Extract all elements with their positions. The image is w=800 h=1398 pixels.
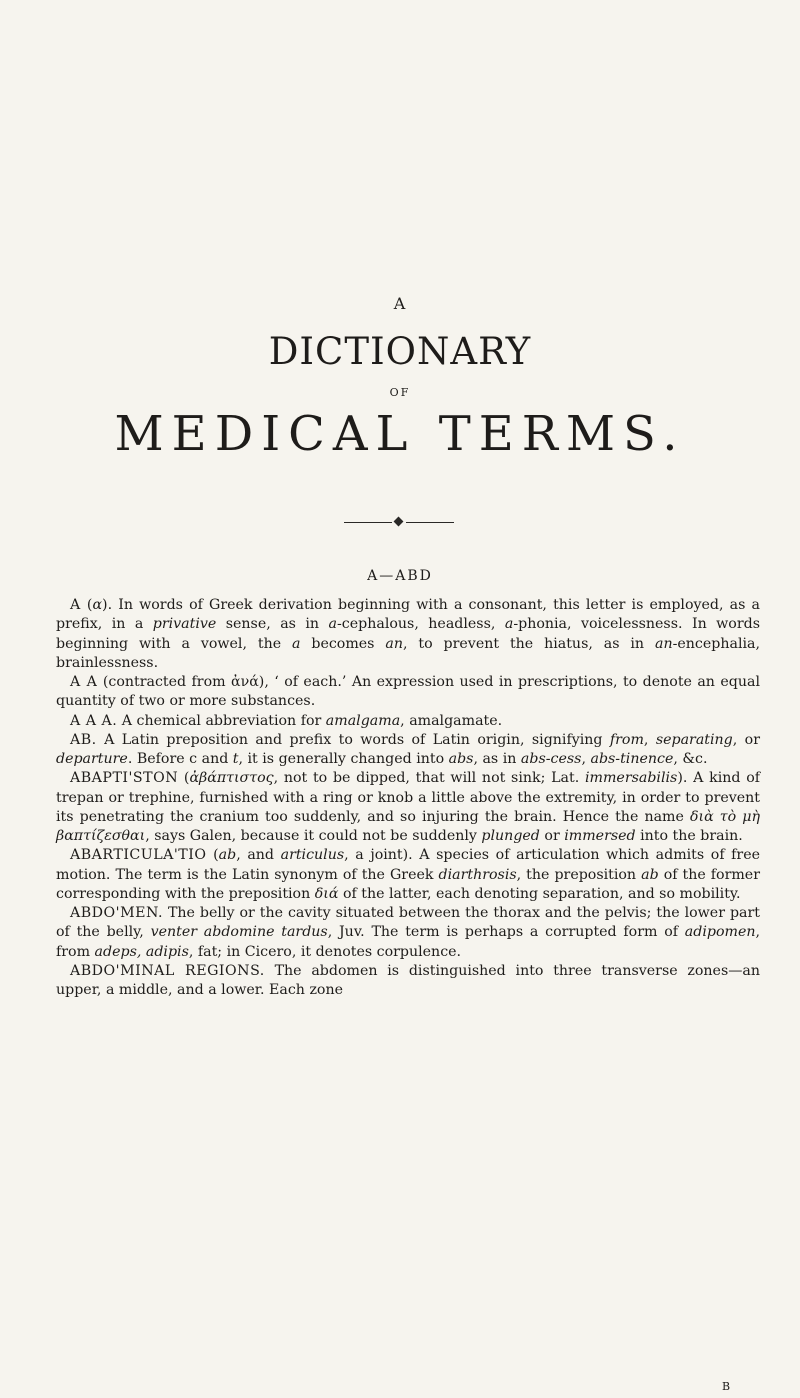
entry-text: ). In words of Greek derivation beginning with a consonant, this letter is employed, as a prefix, in a xyxy=(56,597,761,633)
entry-italic-text: a xyxy=(292,635,301,652)
entry-text: (contracted from ἀνά), ‘ of each.’ An expression used in prescriptions, to denote an equal quantity of two or more substances. xyxy=(56,674,760,710)
entry-text: -phonia, voicelessness. In words beginning with a vowel, the xyxy=(56,616,760,652)
entry-italic-text: venter abdomine tardus xyxy=(150,924,328,941)
entry-text: , xyxy=(643,731,656,748)
entry-italic-text: articulus xyxy=(280,847,345,864)
entry-text: ( xyxy=(80,597,93,613)
entry-text: sense, as in xyxy=(216,616,329,633)
title-of: OF xyxy=(389,386,411,399)
entry-text: or xyxy=(539,828,565,844)
dictionary-entry xyxy=(56,731,760,770)
entry-text: ). A kind of trepan or trephine, furnished with a ring or knob a little above the extremity, in order to prevent its penetrating the cranium too suddenly, and so injuring the brain. Hence the name xyxy=(56,770,761,825)
entry-text: , and xyxy=(236,847,281,864)
entry-headword: AB. xyxy=(70,731,97,748)
entry-text: becomes xyxy=(300,635,386,652)
entry-italic-text: an xyxy=(654,635,673,652)
entry-italic-text: abs-cess xyxy=(520,751,582,767)
entry-text: A chemical abbreviation for xyxy=(117,712,326,729)
entry-headword: ABDO'MINAL REGIONS. xyxy=(70,962,265,979)
entry-italic-text: privative xyxy=(152,616,217,633)
entry-text: . Before c and xyxy=(127,751,233,767)
entry-italic-text: immersabilis xyxy=(584,770,678,787)
entry-italic-text: t xyxy=(232,751,239,767)
entry-italic-text: διά xyxy=(314,885,339,902)
ornament-rule-left xyxy=(344,522,392,523)
entry-text: of the latter, each denoting separation, and so mobility. xyxy=(338,885,741,902)
entry-italic-text: abs xyxy=(448,751,474,767)
entry-text: The abdomen is distinguished into three transverse zones—an upper, a middle, and a lower. Each zone xyxy=(56,962,761,998)
entry-text: , says Galen, because it could not be suddenly xyxy=(145,828,482,844)
entry-text: , a joint). A species of articulation which admits of free motion. The term is the Latin synonym of the Greek xyxy=(56,847,760,883)
entry-text: , xyxy=(581,751,591,767)
ornament-rule-right xyxy=(406,522,454,523)
entry-headword: A A xyxy=(70,674,98,690)
section-heading: A—ABD xyxy=(367,568,433,584)
dictionary-entry xyxy=(56,846,760,904)
entry-italic-text: διὰ τὸ μὴ βαπτίζεσθαι xyxy=(56,808,760,844)
entry-text: , Juv. The term is perhaps a corrupted form of xyxy=(327,924,685,941)
entry-italic-text: abs-tinence xyxy=(590,751,674,767)
dictionary-entry xyxy=(56,962,760,1001)
entry-headword: ABAPTI'STON xyxy=(70,770,179,787)
entry-italic-text: ἀβάπτιστος xyxy=(189,770,274,787)
entry-italic-text: a xyxy=(328,616,338,633)
entry-italic-text: amalgama xyxy=(325,712,401,729)
entry-text: ( xyxy=(206,847,219,864)
entry-headword: A xyxy=(70,597,81,613)
entry-text: , the preposition xyxy=(516,866,642,883)
entry-headword: A A A. xyxy=(70,712,118,729)
entry-italic-text: a xyxy=(504,616,514,633)
entry-italic-text: an xyxy=(385,635,403,652)
entry-text: -encephalia, brainlessness. xyxy=(56,635,760,671)
entry-italic-text: from xyxy=(609,731,644,748)
entry-italic-text: plunged xyxy=(481,828,540,844)
dictionary-entry xyxy=(56,904,760,962)
entry-text: into the brain. xyxy=(635,828,743,844)
entry-text: , not to be dipped, that will not sink; Lat. xyxy=(273,770,585,787)
entry-italic-text: α xyxy=(92,597,103,613)
entry-text: , amalgamate. xyxy=(400,712,503,729)
entry-headword: ABARTICULA'TIO xyxy=(70,847,207,864)
entry-text: , fat; in Cicero, it denotes corpulence. xyxy=(188,943,462,960)
entry-italic-text: adeps, adipis xyxy=(94,943,189,960)
entry-text: -cephalous, headless, xyxy=(337,616,505,633)
entry-italic-text: departure xyxy=(56,751,128,767)
entry-text: , to prevent the hiatus, as in xyxy=(402,635,655,652)
entry-italic-text: adipomen xyxy=(684,924,756,941)
entry-italic-text: separating xyxy=(655,731,733,748)
entry-italic-text: ab xyxy=(641,866,659,883)
entry-text: , &c. xyxy=(673,751,708,767)
entry-text: , it is generally changed into xyxy=(238,751,449,767)
entry-text: A Latin preposition and prefix to words of Latin origin, signifying xyxy=(96,731,610,748)
entry-text: , from xyxy=(56,924,761,960)
title-medical-terms: MEDICAL TERMS. xyxy=(114,406,686,462)
signature-mark: B xyxy=(722,1380,731,1393)
entry-text: of the former corresponding with the preposition xyxy=(56,866,760,902)
ornament-divider xyxy=(344,517,454,527)
entry-headword: ABDO'MEN. xyxy=(70,905,163,921)
volume-letter: A xyxy=(393,294,407,313)
dictionary-entry xyxy=(56,712,760,731)
entry-text: ( xyxy=(178,770,190,787)
entry-text: , as in xyxy=(473,751,521,767)
entry-text: The belly or the cavity situated between the thorax and the pelvis; the lower part of the belly, xyxy=(56,905,760,941)
title-dictionary: DICTIONARY xyxy=(268,330,532,373)
dictionary-entry xyxy=(56,673,760,712)
entries-list xyxy=(56,596,760,1000)
entry-italic-text: ab xyxy=(218,847,237,864)
entry-italic-text: immersed xyxy=(564,828,636,844)
dictionary-entry xyxy=(56,596,760,673)
diamond-icon xyxy=(394,517,404,527)
entry-text: , or xyxy=(732,731,761,748)
entry-italic-text: diarthrosis xyxy=(438,866,517,883)
dictionary-entry xyxy=(56,769,760,846)
